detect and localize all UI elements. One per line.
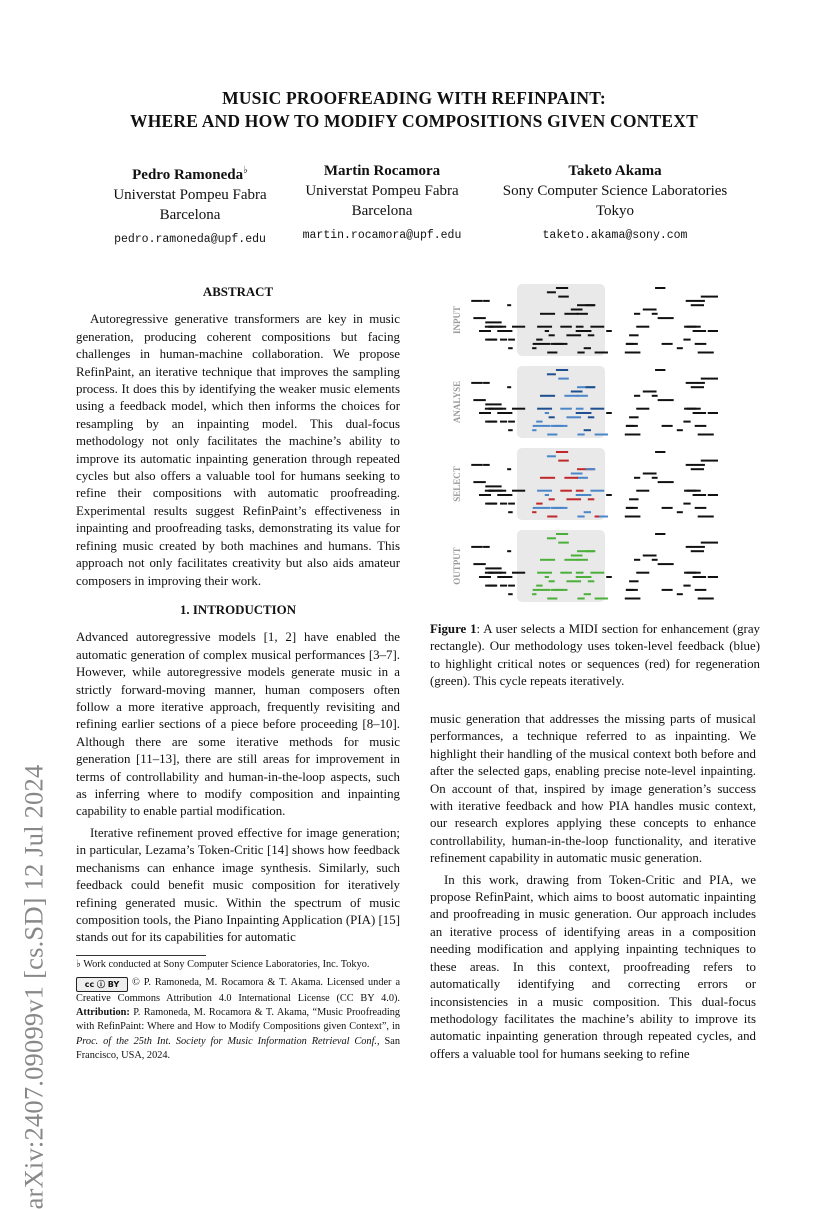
note-mark <box>652 395 658 397</box>
note-mark <box>497 412 512 414</box>
note-mark <box>677 429 683 431</box>
author-name: Taketo Akama <box>568 163 662 179</box>
note-mark <box>500 339 507 341</box>
note-mark <box>691 304 704 306</box>
note-mark <box>547 598 557 600</box>
panel-label: ANALYSE <box>452 380 462 424</box>
note-mark <box>566 498 581 500</box>
note-mark <box>566 334 581 336</box>
author-affiliation: Sony Computer Science Laboratories <box>502 183 728 199</box>
note-mark <box>658 399 674 401</box>
note-mark <box>485 567 501 569</box>
note-mark <box>550 507 567 509</box>
note-mark <box>701 296 718 298</box>
note-mark <box>698 464 705 466</box>
intro-paragraph-2: Iterative refinement proved effective for image generation; in particular, Lezama’s Token-Critic [14] shows how feedback mechanisms can enhance image synthesis. Similarly, such feedback could benefit music composition for iteratively refining generated music. Within the spectrum of music composition tools, the Piano Inpainting Application (PIA) [15] stands out for its capabilities for automatic <box>76 825 400 945</box>
note-mark <box>701 378 718 380</box>
note-mark <box>571 555 583 557</box>
note-mark <box>545 576 549 578</box>
note-mark <box>507 386 511 388</box>
intro-paragraph-1: Advanced autoregressive models [1, 2] have enabled the automatic generation of complex musical performances [3–7]. However, while autoregressive models generate music in a strictly forward-moving manner, human composers often follow a more iterative approach, frequently revisiting and refining earlier sections of a piece before proceeding [8–10]. Although there are some iterative methods for music generation [11–13], there are still areas for improvement in terms of controllability and human-in-the-loop aspects, such as inferring where to modify composition and inpainting capability to enable partial modification. <box>76 630 400 819</box>
note-mark <box>606 576 612 578</box>
note-mark <box>556 369 568 371</box>
note-mark <box>636 490 649 492</box>
arxiv-identifier: arXiv:2407.09099v1 [cs.SD] 12 Jul 2024 <box>18 764 49 1209</box>
note-mark <box>631 598 637 600</box>
note-mark <box>577 598 584 600</box>
note-mark <box>545 330 549 332</box>
note-mark <box>512 408 525 410</box>
note-mark <box>691 468 704 470</box>
note-mark <box>662 507 673 509</box>
note-mark <box>658 481 674 483</box>
note-mark <box>508 511 513 513</box>
note-mark <box>533 589 550 591</box>
note-mark <box>564 313 578 315</box>
note-mark <box>571 473 583 475</box>
note-mark <box>540 395 555 397</box>
note-mark <box>698 300 705 302</box>
note-mark <box>631 352 637 354</box>
note-mark <box>686 464 698 466</box>
note-mark <box>533 425 550 427</box>
author-block-3 <box>480 161 750 246</box>
note-mark <box>576 330 592 332</box>
author-city: Barcelona <box>159 207 221 223</box>
note-mark <box>547 373 556 375</box>
note-mark <box>500 421 507 423</box>
note-mark <box>687 408 701 410</box>
note-mark <box>537 408 552 410</box>
introduction-section <box>76 602 400 947</box>
note-mark <box>545 494 549 496</box>
note-mark <box>686 300 698 302</box>
note-mark <box>473 563 485 565</box>
note-mark <box>482 494 491 496</box>
note-mark <box>634 395 640 397</box>
note-mark <box>598 598 608 600</box>
note-mark <box>566 416 581 418</box>
note-mark <box>586 550 596 552</box>
note-mark <box>655 533 665 535</box>
note-mark <box>558 296 569 298</box>
note-mark <box>488 585 498 587</box>
author-name: Martin Rocamora <box>323 163 441 179</box>
note-mark <box>634 313 640 315</box>
note-mark <box>558 460 569 462</box>
note-mark <box>693 576 706 578</box>
note-mark <box>512 326 525 328</box>
note-mark <box>497 494 512 496</box>
note-mark <box>652 313 658 315</box>
note-mark <box>550 589 567 591</box>
note-mark <box>698 382 705 384</box>
note-mark <box>576 572 584 574</box>
note-mark <box>595 434 599 436</box>
author-block-2 <box>282 161 482 246</box>
note-mark <box>695 507 707 509</box>
note-mark <box>698 352 714 354</box>
note-mark <box>691 386 704 388</box>
note-mark <box>588 334 594 336</box>
note-mark <box>532 429 536 431</box>
note-mark <box>485 408 503 410</box>
note-mark <box>577 516 584 518</box>
note-mark <box>482 330 491 332</box>
note-mark <box>708 494 718 496</box>
note-mark <box>483 382 490 384</box>
note-mark <box>485 403 501 405</box>
note-mark <box>558 542 569 544</box>
abstract-text: Autoregressive generative transformers are key in music generation, producing coherent compositions but facing challenges in human-machine collaboration. We propose RefinPaint, an iterative technique that improves the sampling process. It does this by identifying the weaker music elements using a feedback model, which then informs the choices for resampling by an inpainting model. This dual-focus methodology not only facilitates the machine’s ability to improve its automatic inpainting generation through repeated cycles but also offers a valuable tool for humans seeking to refine their compositions with automatic proofreading. Experimental results suggest RefinPaint’s effectiveness in inpainting and proofreading tasks, demonstrating its value for refining music created by both machines and humans. This approach not only facilitates creativity but also aids amateur composers in improving their work. <box>76 312 400 588</box>
note-mark <box>556 451 568 453</box>
note-mark <box>590 408 604 410</box>
note-mark <box>662 589 673 591</box>
note-mark <box>512 572 525 574</box>
note-mark <box>677 593 683 595</box>
note-mark <box>485 326 503 328</box>
note-mark <box>473 399 485 401</box>
note-mark <box>708 330 718 332</box>
note-mark <box>556 287 568 289</box>
location-text: San Francisco, USA, 2024. <box>76 1035 400 1061</box>
panel-output <box>452 530 718 602</box>
author-email[interactable]: martin.rocamora@upf.edu <box>302 229 462 242</box>
note-mark <box>636 572 649 574</box>
note-mark <box>695 343 707 345</box>
note-mark <box>471 300 483 302</box>
note-mark <box>537 326 552 328</box>
note-mark <box>701 460 718 462</box>
note-mark <box>643 473 657 475</box>
note-mark <box>488 421 498 423</box>
note-mark <box>693 330 706 332</box>
note-mark <box>577 352 584 354</box>
panel-select <box>452 448 718 520</box>
note-mark <box>483 546 490 548</box>
note-mark <box>560 326 572 328</box>
note-mark <box>488 503 498 505</box>
note-mark <box>655 287 665 289</box>
note-mark <box>626 507 634 509</box>
note-mark <box>485 485 501 487</box>
note-mark <box>556 533 568 535</box>
note-mark <box>590 326 604 328</box>
author-city: Tokyo <box>595 203 635 219</box>
attribution-text: P. Ramoneda, M. Rocamora & T. Akama, “Music Proofreading with RefinPaint: Where and How to Modify Compositions given Context”, in <box>76 1007 401 1033</box>
note-mark <box>533 507 550 509</box>
panel-label: OUTPUT <box>452 547 462 585</box>
note-mark <box>564 395 578 397</box>
note-mark <box>473 317 485 319</box>
note-mark <box>588 416 594 418</box>
note-mark <box>473 481 485 483</box>
note-mark <box>485 490 503 492</box>
caption-label: Figure 1 <box>430 622 477 636</box>
note-mark <box>560 408 572 410</box>
note-mark <box>643 309 657 311</box>
note-mark <box>588 580 594 582</box>
note-mark <box>507 304 511 306</box>
note-mark <box>586 386 596 388</box>
note-mark <box>566 580 581 582</box>
footnote-rule <box>76 955 206 956</box>
note-mark <box>564 559 578 561</box>
note-mark <box>698 598 714 600</box>
license-text: © P. Ramoneda, M. Rocamora & T. Akama. Licensed under a Creative Commons Attribution 4.0 International License (CC BY 4.0). <box>76 977 401 1004</box>
note-mark <box>512 490 525 492</box>
footnote-work: ♭ Work conducted at Sony Computer Science Laboratories, Inc. Tokyo. <box>76 959 370 970</box>
note-mark <box>547 352 557 354</box>
note-mark <box>629 416 638 418</box>
note-mark <box>634 477 640 479</box>
note-mark <box>686 382 698 384</box>
note-mark <box>698 546 705 548</box>
note-mark <box>687 572 701 574</box>
right-paragraph-1: music generation that addresses the missing parts of musical performances, a technique referred to as inpainting. We highlight their handling of the musical context both before and after the selected gaps, enabling precise note-level inpainting. On account of that, inspired by image generation’s success with iterative feedback and how PIA handles music context, our research explores applying these concepts to enhance controllability, human-in-the-loop functionality, and iterative refinement capability in automatic music generation. <box>430 712 756 866</box>
note-mark <box>662 425 673 427</box>
note-mark <box>488 339 498 341</box>
note-mark <box>584 347 591 349</box>
note-mark <box>508 347 513 349</box>
note-mark <box>683 421 690 423</box>
note-mark <box>683 339 690 341</box>
abstract-section <box>76 284 400 590</box>
right-column <box>430 711 756 1063</box>
note-mark <box>549 580 555 582</box>
title-line-1: MUSIC PROOFREADING WITH REFINPAINT: <box>222 88 606 108</box>
figure-1-caption <box>430 621 760 691</box>
note-mark <box>655 451 665 453</box>
note-mark <box>500 503 507 505</box>
note-mark <box>576 408 584 410</box>
note-mark <box>508 429 513 431</box>
note-mark <box>629 580 638 582</box>
note-mark <box>655 369 665 371</box>
note-mark <box>550 425 567 427</box>
note-mark <box>549 416 555 418</box>
note-mark <box>533 343 550 345</box>
note-mark <box>577 434 584 436</box>
note-mark <box>536 585 542 587</box>
note-mark <box>708 576 718 578</box>
note-mark <box>683 585 690 587</box>
note-mark <box>508 585 515 587</box>
note-mark <box>482 576 491 578</box>
cc-by-icon: cc ⓘ BY <box>76 977 128 992</box>
note-mark <box>701 542 718 544</box>
note-mark <box>532 593 536 595</box>
title-line-2: WHERE AND HOW TO MODIFY COMPOSITIONS GIVEN CONTEXT <box>130 111 698 131</box>
note-mark <box>626 425 634 427</box>
note-mark <box>598 516 608 518</box>
note-mark <box>471 464 483 466</box>
panel-input <box>452 284 718 356</box>
author-name: Pedro Ramoneda♭ <box>132 165 248 183</box>
note-mark <box>629 334 638 336</box>
note-mark <box>497 576 512 578</box>
note-mark <box>662 343 673 345</box>
note-mark <box>508 339 515 341</box>
note-mark <box>687 490 701 492</box>
note-mark <box>695 425 707 427</box>
caption-text: : A user selects a MIDI section for enhancement (gray rectangle). Our methodology uses token-level feedback (blue) to highlight critical notes or sequences (red) for regeneration (green). This cycle repeats iteratively. <box>430 622 760 689</box>
note-mark <box>677 511 683 513</box>
note-mark <box>643 555 657 557</box>
note-mark <box>540 559 555 561</box>
note-mark <box>564 477 578 479</box>
note-mark <box>540 313 555 315</box>
note-mark <box>691 550 704 552</box>
note-mark <box>558 378 569 380</box>
note-mark <box>507 468 511 470</box>
piano-roll-figure <box>452 280 720 610</box>
note-mark <box>547 291 556 293</box>
note-mark <box>547 537 556 539</box>
venue-text: Proc. of the 25th Int. Society for Music Information Retrieval Conf., <box>76 1035 380 1047</box>
note-mark <box>536 503 542 505</box>
arxiv-sidebar <box>10 375 58 1209</box>
author-affiliation: Universtat Pompeu Fabra <box>113 187 267 203</box>
author-email[interactable]: pedro.ramoneda@upf.edu <box>114 233 266 246</box>
note-mark <box>595 598 599 600</box>
selection-region <box>517 284 605 356</box>
note-mark <box>483 464 490 466</box>
note-mark <box>677 347 683 349</box>
note-mark <box>629 498 638 500</box>
note-mark <box>571 391 583 393</box>
note-mark <box>595 352 599 354</box>
note-mark <box>483 300 490 302</box>
figure-1 <box>452 280 720 610</box>
note-mark <box>550 343 567 345</box>
note-mark <box>537 490 552 492</box>
note-mark <box>588 498 594 500</box>
note-mark <box>636 408 649 410</box>
note-mark <box>652 559 658 561</box>
author-city: Barcelona <box>351 203 413 219</box>
note-mark <box>508 503 515 505</box>
note-mark <box>549 334 555 336</box>
note-mark <box>586 468 596 470</box>
note-mark <box>497 330 512 332</box>
note-mark <box>507 550 511 552</box>
selection-region <box>517 366 605 438</box>
note-mark <box>590 490 604 492</box>
note-mark <box>508 421 515 423</box>
note-mark <box>636 326 649 328</box>
note-mark <box>537 572 552 574</box>
note-mark <box>500 585 507 587</box>
note-mark <box>584 593 591 595</box>
note-mark <box>595 516 599 518</box>
note-mark <box>482 412 491 414</box>
note-mark <box>571 309 583 311</box>
right-paragraph-2: In this work, drawing from Token-Critic and PIA, we propose RefinPaint, which aims to boost automatic inpainting and proofreading in music generation. Our approach includes an iterative process of identifying areas in a composition needing modification and applying inpainting techniques to these areas. In this context, proofreading refers to automatically identifying and correcting errors or inconsistencies in a music composition. This dual-focus methodology facilitates the machine’s ability to improve its automatic inpainting generation through repeated cycles, and offers a valuable tool for humans seeking to refine <box>430 872 756 1061</box>
note-mark <box>536 421 542 423</box>
note-mark <box>536 339 542 341</box>
note-mark <box>540 477 555 479</box>
note-mark <box>686 546 698 548</box>
note-mark <box>652 477 658 479</box>
note-mark <box>577 477 588 479</box>
note-mark <box>606 494 612 496</box>
note-mark <box>471 382 483 384</box>
attribution-label: Attribution: <box>76 1007 130 1019</box>
note-mark <box>590 572 604 574</box>
note-mark <box>549 498 555 500</box>
author-email[interactable]: taketo.akama@sony.com <box>542 229 688 242</box>
note-mark <box>584 429 591 431</box>
note-mark <box>532 511 536 513</box>
note-mark <box>598 352 608 354</box>
note-mark <box>606 330 612 332</box>
note-mark <box>577 395 588 397</box>
note-mark <box>658 563 674 565</box>
note-mark <box>695 589 707 591</box>
note-mark <box>586 304 596 306</box>
note-mark <box>576 412 592 414</box>
note-mark <box>485 572 503 574</box>
note-mark <box>687 326 701 328</box>
note-mark <box>631 516 637 518</box>
note-mark <box>693 494 706 496</box>
footnote-license <box>76 976 400 1063</box>
note-mark <box>693 412 706 414</box>
note-mark <box>547 455 556 457</box>
note-mark <box>560 572 572 574</box>
note-mark <box>576 494 592 496</box>
selection-region <box>517 448 605 520</box>
note-mark <box>658 317 674 319</box>
note-mark <box>508 593 513 595</box>
note-mark <box>698 434 714 436</box>
note-mark <box>643 391 657 393</box>
note-mark <box>485 321 501 323</box>
note-mark <box>584 511 591 513</box>
note-mark <box>577 313 588 315</box>
author-affiliation: Universtat Pompeu Fabra <box>305 183 459 199</box>
note-mark <box>532 347 536 349</box>
note-mark <box>606 412 612 414</box>
note-mark <box>626 589 634 591</box>
note-mark <box>576 490 584 492</box>
abstract-heading: ABSTRACT <box>202 285 274 299</box>
note-mark <box>471 546 483 548</box>
introduction-heading: 1. INTRODUCTION <box>179 603 297 617</box>
note-mark <box>576 576 592 578</box>
note-mark <box>708 412 718 414</box>
note-mark <box>634 559 640 561</box>
note-mark <box>683 503 690 505</box>
author-block-1 <box>90 161 290 250</box>
panel-label: INPUT <box>452 305 462 335</box>
note-mark <box>626 343 634 345</box>
note-mark <box>598 434 608 436</box>
note-mark <box>560 490 572 492</box>
note-mark <box>547 516 557 518</box>
note-mark <box>545 412 549 414</box>
note-mark <box>577 559 588 561</box>
note-mark <box>698 516 714 518</box>
note-mark <box>547 434 557 436</box>
panel-analyse <box>452 366 718 438</box>
panel-label: SELECT <box>452 466 462 502</box>
note-mark <box>631 434 637 436</box>
note-mark <box>576 326 584 328</box>
selection-region <box>517 530 605 602</box>
